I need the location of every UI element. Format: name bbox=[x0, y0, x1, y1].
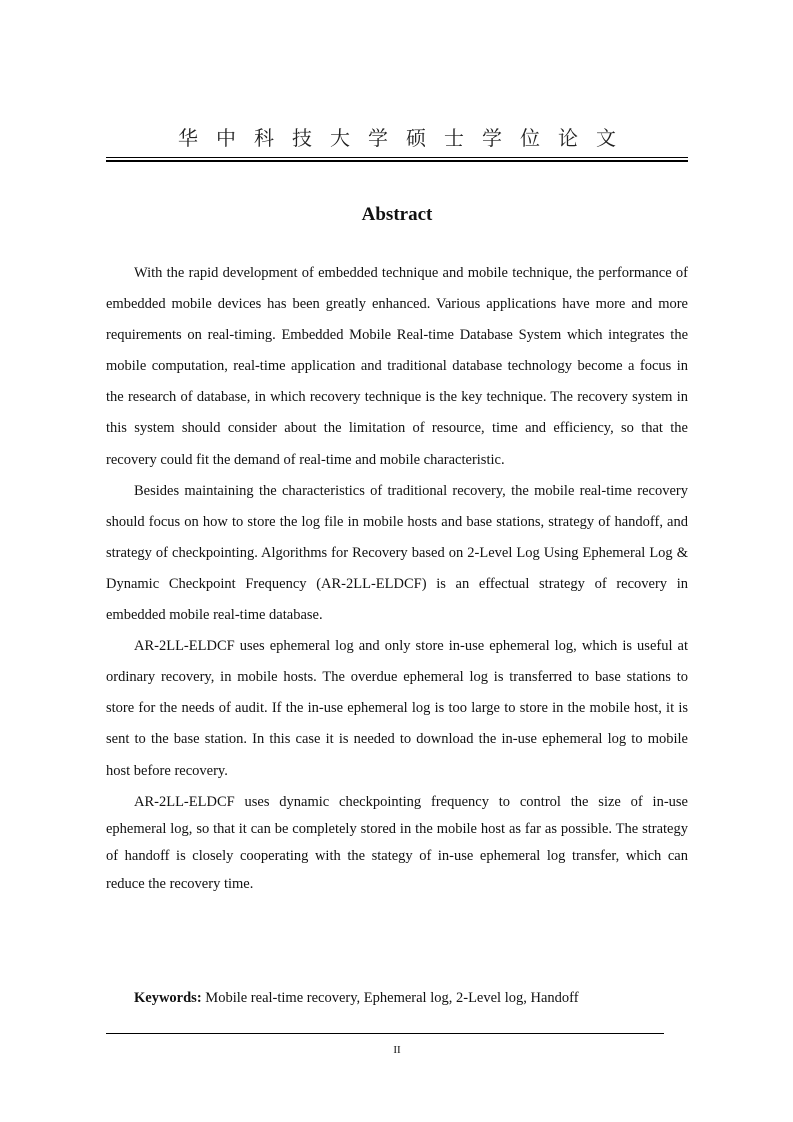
header-rule-thin bbox=[106, 157, 688, 158]
abstract-paragraph-2: Besides maintaining the characteristics of traditional recovery, the mobile real-time recovery should focus on how to store the log file in mobile hosts and base stations, strategy of handoff, and strategy of checkpointing. Algorithms for Recovery based on 2-Level Log Using Ephemeral Log & Dynamic Checkpoint Frequency (AR-2LL-ELDCF) is an effectual strategy of recovery in embedded mobile real-time database. bbox=[106, 482, 688, 624]
abstract-paragraph-4: AR-2LL-ELDCF uses dynamic checkpointing frequency to control the size of in-use ephemeral log, so that it can be completely stored in the mobile host as far as possible. The strategy of handoff is closely cooperating with the stategy of in-use ephemeral log transfer, which can reduce the recovery time. bbox=[106, 793, 688, 892]
abstract-body bbox=[106, 258, 688, 898]
abstract-paragraph-3: AR-2LL-ELDCF uses ephemeral log and only store in-use ephemeral log, which is useful at ordinary recovery, in mobile hosts. The overdue ephemeral log is transferred to base stations to store for the needs of audit. If the in-use ephemeral log is too large to store in the mobile host, it is sent to the base station. In this case it is needed to download the in-use ephemeral log to mobile host before recovery. bbox=[106, 638, 688, 779]
keywords-text: Mobile real-time recovery, Ephemeral log, 2-Level log, Handoff bbox=[205, 990, 579, 1006]
abstract-paragraph-1: With the rapid development of embedded technique and mobile technique, the performance of embedded mobile devices has been greatly enhanced. Various applications have more and more requirements on real-timing. Embedded Mobile Real-time Database System which integrates the mobile computation, real-time application and traditional database technology become a focus in the research of database, in which recovery technique is the key technique. The recovery system in this system should consider about the limitation of resource, time and efficiency, so that the recovery could fit the demand of real-time and mobile characteristic. bbox=[106, 265, 688, 468]
abstract-heading: Abstract bbox=[361, 204, 433, 225]
thesis-header-title: 华中科技大学硕士学位论文 bbox=[178, 126, 634, 150]
page-number: II bbox=[393, 1044, 401, 1056]
keywords-label: Keywords: bbox=[134, 990, 202, 1006]
footer-rule bbox=[106, 1033, 664, 1034]
header-rule-thick bbox=[106, 160, 688, 162]
keywords-line bbox=[134, 986, 688, 1010]
